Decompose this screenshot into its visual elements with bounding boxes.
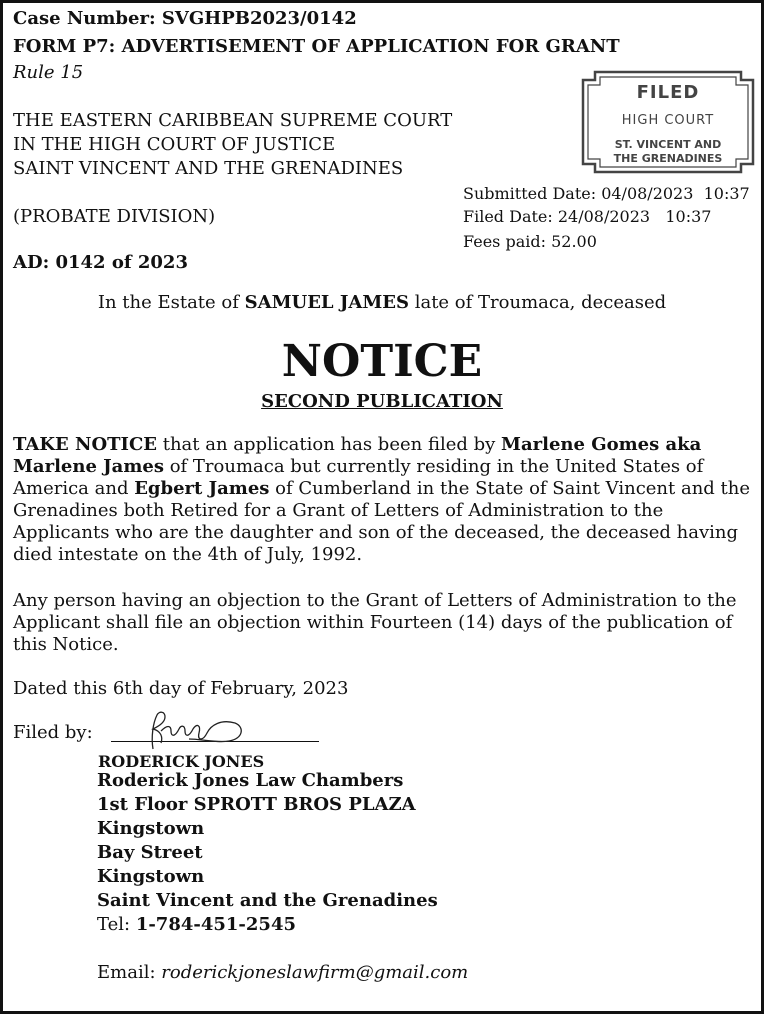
address-line: Roderick Jones Law Chambers xyxy=(97,770,404,791)
court-name-line-1: THE EASTERN CARIBBEAN SUPREME COURT xyxy=(13,110,453,131)
take-notice-lead: TAKE NOTICE xyxy=(13,434,157,455)
address-line: Bay Street xyxy=(97,842,203,863)
ad-number: AD: 0142 of 2023 xyxy=(13,252,188,273)
telephone-label: Tel: xyxy=(97,914,136,935)
email-line xyxy=(97,961,468,985)
address-line: Kingstown xyxy=(97,818,205,839)
form-title: FORM P7: ADVERTISEMENT OF APPLICATION FOR GRANT xyxy=(13,36,620,57)
address-line: Kingstown xyxy=(97,866,205,887)
rule-reference: Rule 15 xyxy=(13,62,84,83)
notice-paragraph-1 xyxy=(13,434,757,566)
fees-paid: Fees paid: 52.00 xyxy=(463,232,597,251)
address-line: Saint Vincent and the Grenadines xyxy=(97,890,438,911)
stamp-location-line-2: THE GRENADINES xyxy=(613,152,723,165)
email-address[interactable]: roderickjoneslawfirm@gmail.com xyxy=(161,962,469,983)
estate-prefix: In the Estate of xyxy=(97,292,245,313)
court-name-line-3: SAINT VINCENT AND THE GRENADINES xyxy=(13,158,404,179)
division-label: (PROBATE DIVISION) xyxy=(13,206,216,227)
case-number: Case Number: SVGHPB2023/0142 xyxy=(13,8,357,29)
stamp-filed-label: FILED xyxy=(636,82,700,103)
signature-icon xyxy=(131,709,251,755)
paragraph-text: that an application has been filed by xyxy=(157,434,502,455)
filed-stamp xyxy=(581,70,755,174)
notice-paragraph-2: Any person having an objection to the Grant of Letters of Administration to the Applicant shall file an objection within Fourteen (14) days of the publication of this Notice. xyxy=(13,590,737,655)
submitted-date: Submitted Date: 04/08/2023 10:37 xyxy=(463,184,750,203)
notice-title: NOTICE xyxy=(281,336,483,387)
stamp-court-label: HIGH COURT xyxy=(621,113,715,128)
telephone-number: 1-784-451-2545 xyxy=(135,914,296,935)
estate-line xyxy=(3,291,761,315)
dated-line: Dated this 6th day of February, 2023 xyxy=(13,678,349,699)
paragraph-text: of Troumaca but currently residing in the United States of America and xyxy=(13,456,704,499)
publication-subtitle: SECOND PUBLICATION xyxy=(261,391,503,412)
stamp-location-line-1: ST. VINCENT AND xyxy=(614,138,722,151)
court-name-line-2: IN THE HIGH COURT OF JUSTICE xyxy=(13,134,336,155)
email-label: Email: xyxy=(97,962,162,983)
deceased-name: SAMUEL JAMES xyxy=(244,292,409,313)
filed-date: Filed Date: 24/08/2023 10:37 xyxy=(463,207,712,226)
applicant-name-1: Marlene Gomes aka Marlene James xyxy=(13,434,702,477)
signer-name: RODERICK JONES xyxy=(98,752,265,771)
filed-by-label: Filed by: xyxy=(13,722,93,743)
address-line: 1st Floor SPROTT BROS PLAZA xyxy=(97,794,416,815)
telephone-line xyxy=(97,913,296,937)
estate-suffix: late of Troumaca, deceased xyxy=(408,292,667,313)
paragraph-text: of Cumberland in the State of Saint Vincent and the Grenadines both Retired for a Grant of Letters of Administration to the Applicants who are the daughter and son of the deceased, the deceased having died intestate on the 4th of July, 1992. xyxy=(13,478,751,565)
applicant-name-2: Egbert James xyxy=(134,478,270,499)
